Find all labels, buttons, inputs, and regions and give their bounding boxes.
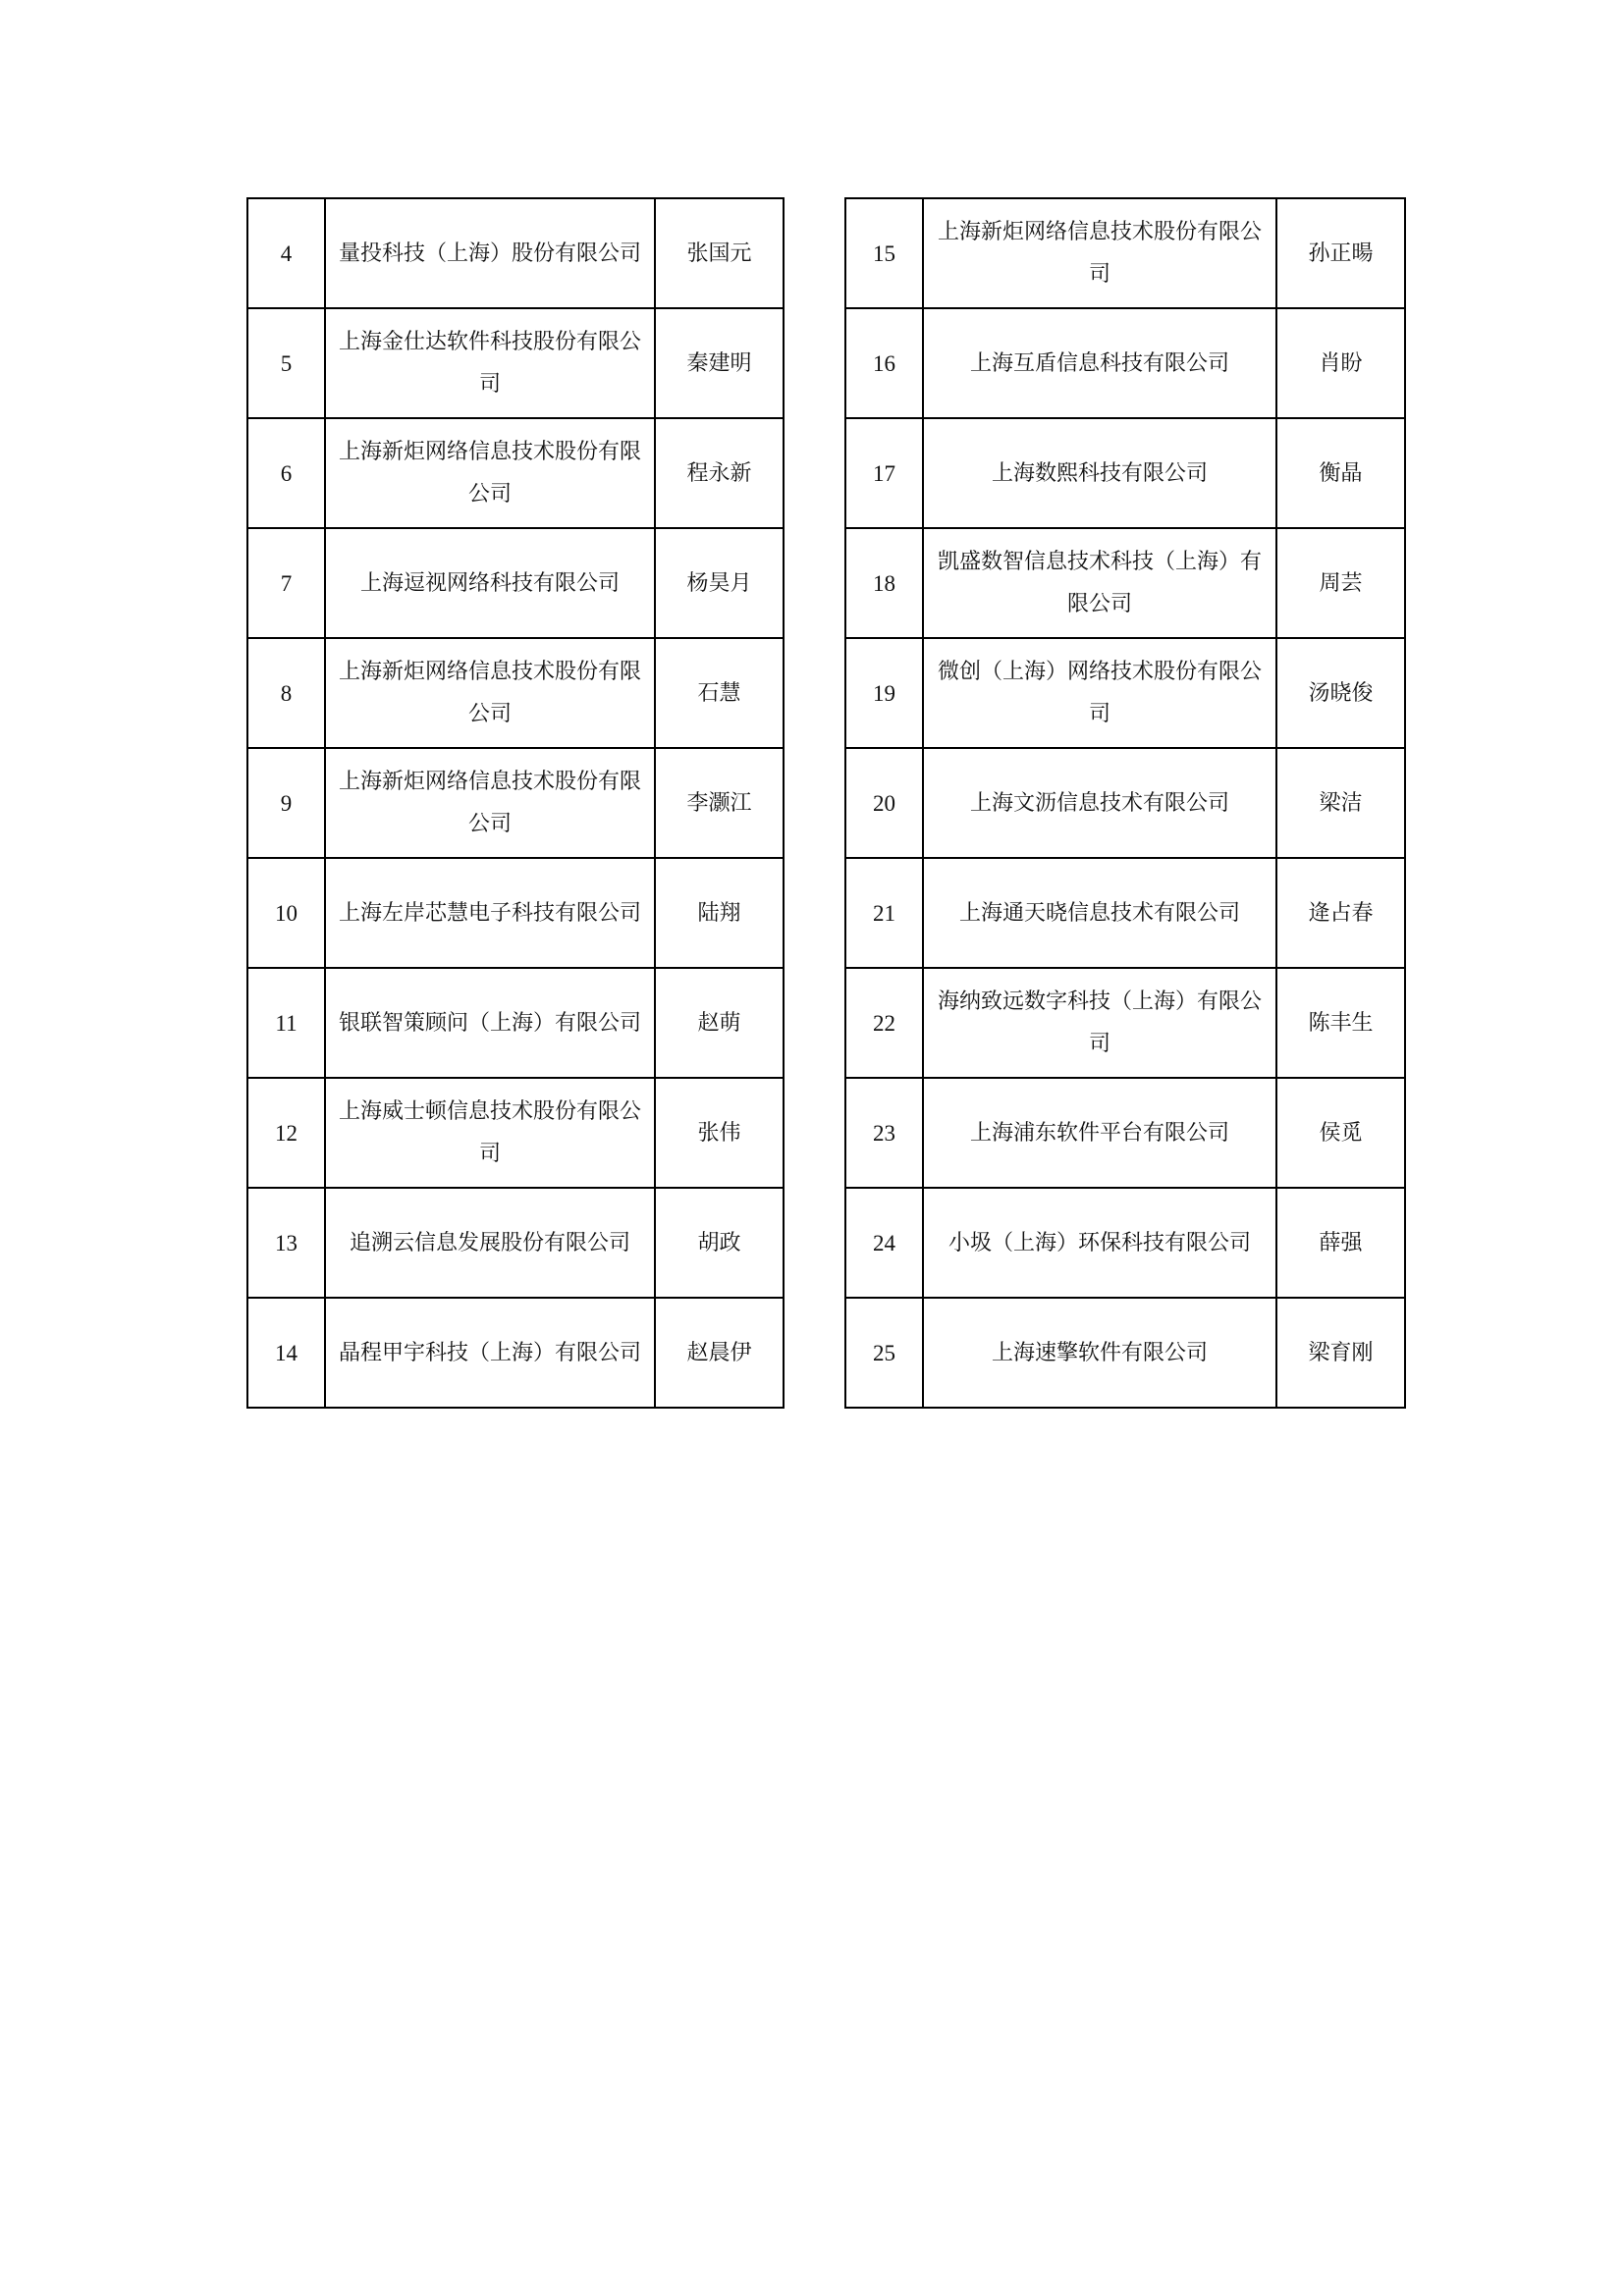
- left-roster-body: [247, 198, 784, 1408]
- table-row: [845, 748, 1405, 858]
- person-name: 胡政: [655, 1188, 784, 1298]
- person-name: 石慧: [655, 638, 784, 748]
- company-name: 凯盛数智信息技术科技（上海）有限公司: [923, 528, 1276, 638]
- table-row: [845, 308, 1405, 418]
- company-name: 小圾（上海）环保科技有限公司: [923, 1188, 1276, 1298]
- row-number: 14: [247, 1298, 325, 1408]
- table-row: [845, 968, 1405, 1078]
- company-name: 上海新炬网络信息技术股份有限公司: [923, 198, 1276, 308]
- table-row: [247, 1188, 784, 1298]
- row-number: 24: [845, 1188, 923, 1298]
- table-row: [845, 1078, 1405, 1188]
- company-name: 上海左岸芯慧电子科技有限公司: [325, 858, 655, 968]
- row-number: 10: [247, 858, 325, 968]
- row-number: 4: [247, 198, 325, 308]
- row-number: 15: [845, 198, 923, 308]
- person-name: 衡晶: [1276, 418, 1405, 528]
- person-name: 陆翔: [655, 858, 784, 968]
- person-name: 张国元: [655, 198, 784, 308]
- row-number: 21: [845, 858, 923, 968]
- table-row: [247, 748, 784, 858]
- right-roster-table: [844, 197, 1406, 1409]
- person-name: 杨昊月: [655, 528, 784, 638]
- company-name: 晶程甲宇科技（上海）有限公司: [325, 1298, 655, 1408]
- person-name: 侯觅: [1276, 1078, 1405, 1188]
- table-row: [247, 638, 784, 748]
- row-number: 18: [845, 528, 923, 638]
- person-name: 程永新: [655, 418, 784, 528]
- table-row: [845, 638, 1405, 748]
- row-number: 7: [247, 528, 325, 638]
- row-number: 5: [247, 308, 325, 418]
- company-name: 上海通天晓信息技术有限公司: [923, 858, 1276, 968]
- table-row: [247, 1078, 784, 1188]
- company-name: 微创（上海）网络技术股份有限公司: [923, 638, 1276, 748]
- person-name: 张伟: [655, 1078, 784, 1188]
- table-row: [247, 528, 784, 638]
- left-roster-table: [246, 197, 785, 1409]
- right-roster-body: [845, 198, 1405, 1408]
- person-name: 秦建明: [655, 308, 784, 418]
- row-number: 11: [247, 968, 325, 1078]
- person-name: 梁洁: [1276, 748, 1405, 858]
- row-number: 8: [247, 638, 325, 748]
- table-row: [845, 858, 1405, 968]
- row-number: 17: [845, 418, 923, 528]
- row-number: 22: [845, 968, 923, 1078]
- company-name: 上海新炬网络信息技术股份有限公司: [325, 418, 655, 528]
- table-row: [845, 1298, 1405, 1408]
- person-name: 薛强: [1276, 1188, 1405, 1298]
- table-row: [247, 968, 784, 1078]
- row-number: 12: [247, 1078, 325, 1188]
- table-row: [845, 528, 1405, 638]
- company-name: 上海逗视网络科技有限公司: [325, 528, 655, 638]
- company-name: 上海新炬网络信息技术股份有限公司: [325, 638, 655, 748]
- company-name: 上海新炬网络信息技术股份有限公司: [325, 748, 655, 858]
- row-number: 19: [845, 638, 923, 748]
- row-number: 20: [845, 748, 923, 858]
- row-number: 23: [845, 1078, 923, 1188]
- table-row: [845, 198, 1405, 308]
- person-name: 周芸: [1276, 528, 1405, 638]
- company-name: 银联智策顾问（上海）有限公司: [325, 968, 655, 1078]
- person-name: 肖盼: [1276, 308, 1405, 418]
- company-name: 上海数熙科技有限公司: [923, 418, 1276, 528]
- company-name: 上海威士顿信息技术股份有限公司: [325, 1078, 655, 1188]
- table-row: [247, 1298, 784, 1408]
- row-number: 13: [247, 1188, 325, 1298]
- person-name: 陈丰生: [1276, 968, 1405, 1078]
- row-number: 16: [845, 308, 923, 418]
- company-name: 上海速擎软件有限公司: [923, 1298, 1276, 1408]
- person-name: 汤晓俊: [1276, 638, 1405, 748]
- table-row: [247, 858, 784, 968]
- table-row: [845, 1188, 1405, 1298]
- company-name: 上海文沥信息技术有限公司: [923, 748, 1276, 858]
- company-name: 海纳致远数字科技（上海）有限公司: [923, 968, 1276, 1078]
- company-name: 量投科技（上海）股份有限公司: [325, 198, 655, 308]
- person-name: 梁育刚: [1276, 1298, 1405, 1408]
- company-name: 追溯云信息发展股份有限公司: [325, 1188, 655, 1298]
- table-row: [845, 418, 1405, 528]
- company-name: 上海互盾信息科技有限公司: [923, 308, 1276, 418]
- person-name: 赵萌: [655, 968, 784, 1078]
- table-row: [247, 308, 784, 418]
- company-name: 上海金仕达软件科技股份有限公司: [325, 308, 655, 418]
- person-name: 孙正暘: [1276, 198, 1405, 308]
- person-name: 赵晨伊: [655, 1298, 784, 1408]
- table-row: [247, 198, 784, 308]
- table-row: [247, 418, 784, 528]
- person-name: 逄占春: [1276, 858, 1405, 968]
- company-name: 上海浦东软件平台有限公司: [923, 1078, 1276, 1188]
- row-number: 25: [845, 1298, 923, 1408]
- row-number: 9: [247, 748, 325, 858]
- person-name: 李灏江: [655, 748, 784, 858]
- row-number: 6: [247, 418, 325, 528]
